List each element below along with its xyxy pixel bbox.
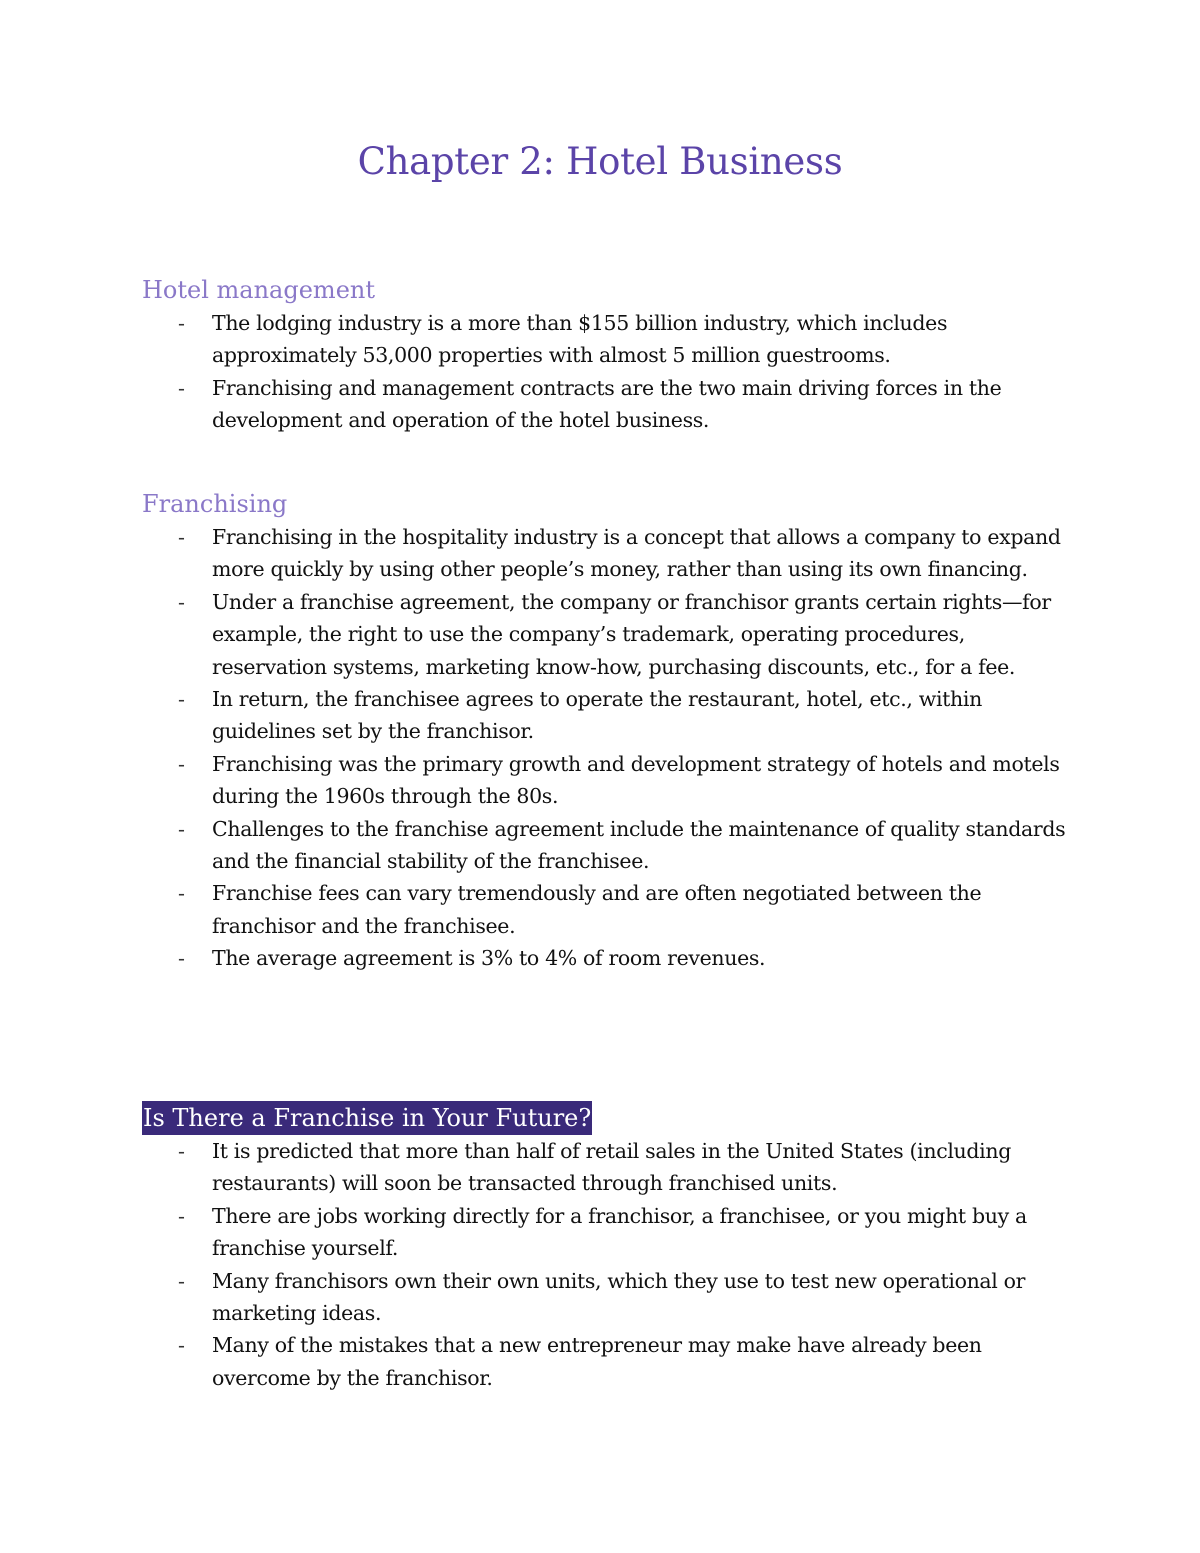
list-item xyxy=(142,372,1072,437)
bullet-dash: - xyxy=(178,1268,185,1293)
list-item-text: Many of the mistakes that a new entrepreneur may make have already been overcome by the franchisor. xyxy=(212,1333,982,1390)
page-title: Chapter 2: Hotel Business xyxy=(357,140,843,183)
list-item-text: In return, the franchisee agrees to operate the restaurant, hotel, etc., within guidelines set by the franchisor. xyxy=(212,687,982,744)
list-item xyxy=(142,586,1072,683)
section-heading-row xyxy=(142,1101,1072,1135)
list-item xyxy=(142,1329,1072,1394)
bullet-dash: - xyxy=(178,1203,185,1228)
bullet-dash: - xyxy=(178,525,185,549)
section-heading: Franchising xyxy=(142,490,288,518)
list-item xyxy=(142,1200,1072,1265)
bullet-dash: - xyxy=(178,687,185,712)
list-item-text: There are jobs working directly for a franchisor, a franchisee, or you might buy a franchise yourself. xyxy=(212,1203,1027,1261)
list-item-text: Franchising in the hospitality industry is a concept that allows a company to expand more quickly by using other people’s money, rather than using its own financing. xyxy=(212,525,1061,582)
list-item xyxy=(142,748,1072,813)
bullet-dash: - xyxy=(178,816,185,841)
bullet-list xyxy=(142,307,1072,437)
list-item xyxy=(142,521,1072,586)
section-heading: Hotel management xyxy=(142,276,375,304)
list-item-text: Many franchisors own their own units, which they use to test new operational or marketing ideas. xyxy=(212,1268,1026,1326)
list-item xyxy=(142,877,1072,942)
section-heading-highlighted: Is There a Franchise in Your Future? xyxy=(142,1101,592,1135)
list-item xyxy=(142,942,1072,974)
list-item-text: Franchise fees can vary tremendously and are often negotiated between the franchisor and the franchisee. xyxy=(212,881,982,938)
bullet-dash: - xyxy=(178,589,185,614)
list-item xyxy=(142,1135,1072,1200)
bullet-dash: - xyxy=(178,1139,185,1163)
bullet-dash: - xyxy=(178,881,185,906)
list-item xyxy=(142,683,1072,748)
bullet-dash: - xyxy=(178,311,185,335)
section-franchise-future xyxy=(142,1101,1072,1394)
list-item xyxy=(142,813,1072,878)
bullet-dash: - xyxy=(178,375,185,400)
bullet-dash: - xyxy=(178,751,185,776)
list-item xyxy=(142,1265,1072,1330)
bullet-list xyxy=(142,1135,1072,1394)
bullet-list xyxy=(142,521,1072,975)
bullet-dash: - xyxy=(178,1333,185,1358)
list-item-text: It is predicted that more than half of retail sales in the United States (including restaurants) will soon be transacted through franchised units. xyxy=(212,1139,1011,1196)
list-item-text: Under a franchise agreement, the company or franchisor grants certain rights—for example, the right to use the company’s trademark, operating procedures, reservation systems, marketing know-how, purchasing discounts, etc., for a fee. xyxy=(212,589,1051,679)
list-item xyxy=(142,307,1072,372)
list-item-text: Franchising and management contracts are the two main driving forces in the development and operation of the hotel business. xyxy=(212,375,1002,433)
bullet-dash: - xyxy=(178,946,185,971)
list-item-text: The average agreement is 3% to 4% of room revenues. xyxy=(212,946,766,971)
list-item-text: The lodging industry is a more than $155 billion industry, which includes approximately 53,000 properties with almost 5 million guestrooms. xyxy=(212,311,948,368)
list-item-text: Franchising was the primary growth and development strategy of hotels and motels during the 1960s through the 80s. xyxy=(212,751,1060,809)
section-hotel-management xyxy=(142,273,1072,437)
list-item-text: Challenges to the franchise agreement include the maintenance of quality standards and the financial stability of the franchisee. xyxy=(212,816,1066,874)
section-franchising xyxy=(142,487,1072,975)
